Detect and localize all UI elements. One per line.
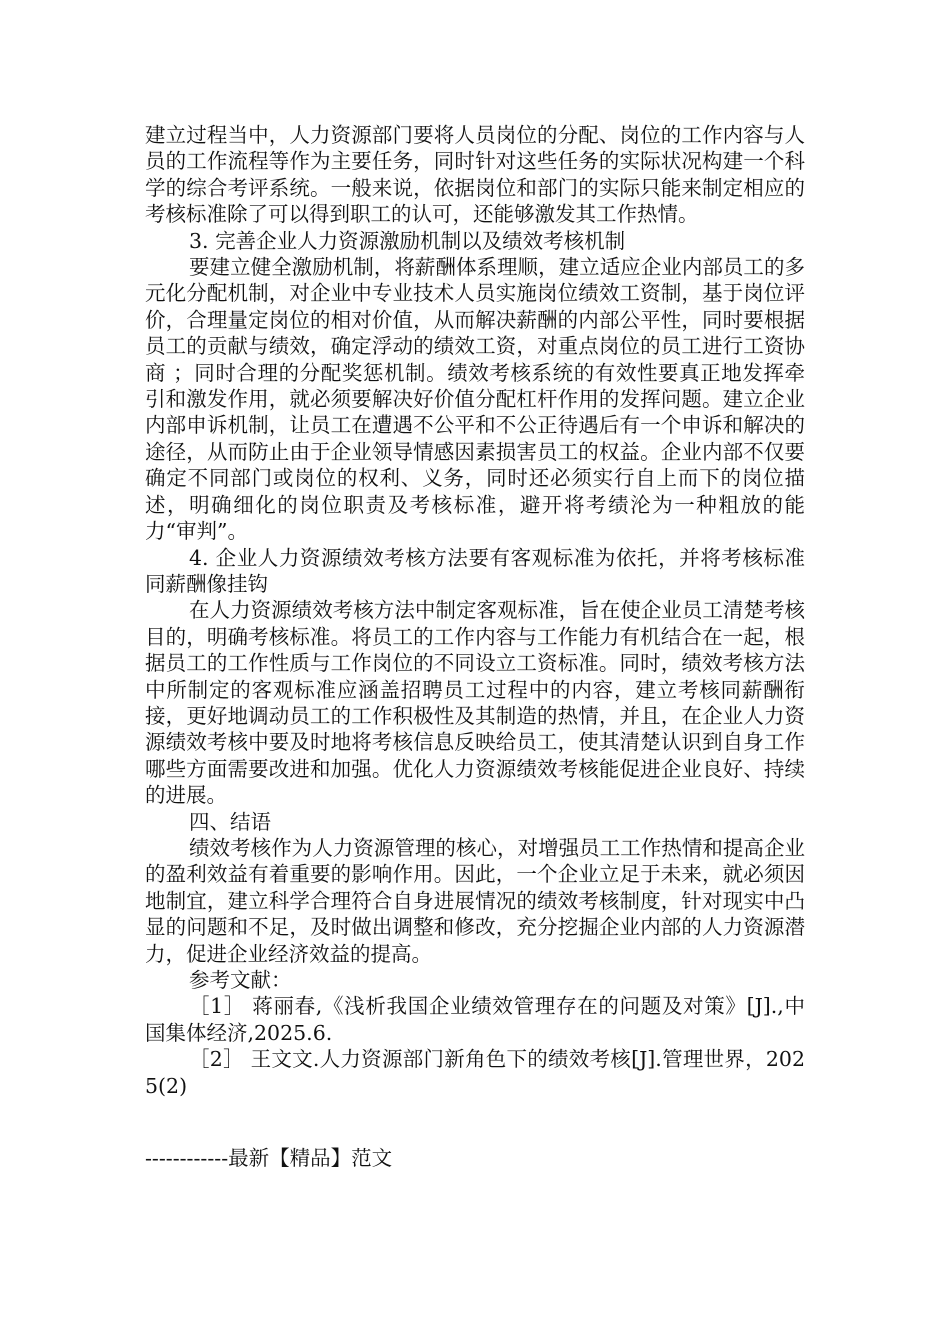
paragraph-conclusion: 绩效考核作为人力资源管理的核心，对增强员工工作热情和提高企业的盈利效益有着重要的影响作用。因此，一个企业立足于未来，就必须因地制宜，建立科学合理符合自身进展情况的绩效考核制度，针对现实中凸显的问题和不足，及时做出调整和修改，充分挖掘企业内部的人力资源潜力，促进企业经济效益的提高。 <box>145 835 805 966</box>
section-heading-conclusion: 四、结语 <box>189 809 271 834</box>
footer-watermark-text: ------------最新【精品】范文 <box>145 1146 393 1170</box>
references-heading: 参考文献： <box>189 968 292 992</box>
reference-item-2: ［2］ 王文文.人力资源部门新角色下的绩效考核[J].管理世界，2025(2) <box>145 1047 805 1098</box>
paragraph-standards: 在人力资源绩效考核方法中制定客观标准，旨在使企业员工清楚考核目的，明确考核标准。将员工的工作内容与工作能力有机结合在一起，根据员工的工作性质与工作岗位的不同设立工资标准。同时，绩效考核方法中所制定的客观标准应涵盖招聘员工过程中的内容，建立考核同薪酬衔接，更好地调动员工的工作积极性及其制造的热情，并且，在企业人力资源绩效考核中要及时地将考核信息反映给员工，使其清楚认识到自身工作哪些方面需要改进和加强。优化人力资源绩效考核能促进企业良好、持续的进展。 <box>145 598 805 808</box>
document-body <box>145 122 805 1099</box>
section-heading-3: 3. 完善企业人力资源激励机制以及绩效考核机制 <box>189 228 626 253</box>
section-heading-4: 4. 企业人力资源绩效考核方法要有客观标准为依托，并将考核标准同薪酬像挂钩 <box>145 545 805 596</box>
reference-item-1: ［1］ 蒋丽春,《浅析我国企业绩效管理存在的问题及对策》[J].,中国集体经济,2025.6. <box>145 994 805 1045</box>
paragraph-intro: 建立过程当中，人力资源部门要将人员岗位的分配、岗位的工作内容与人员的工作流程等作为主要任务，同时针对这些任务的实际状况构建一个科学的综合考评系统。一般来说，依据岗位和部门的实际只能来制定相应的考核标准除了可以得到职工的认可，还能够激发其工作热情。 <box>145 123 805 227</box>
paragraph-incentive: 要建立健全激励机制，将薪酬体系理顺，建立适应企业内部员工的多元化分配机制，对企业中专业技术人员实施岗位绩效工资制，基于岗位评价，合理量定岗位的相对价值，从而解决薪酬的内部公平性，同时要根据员工的贡献与绩效，确定浮动的绩效工资，对重点岗位的员工进行工资协商 ；同时合理的分配奖惩机制。绩效考核系统的有效性要真正地发挥牵引和激发作用，就必须要解决好价值分配杠杆作用的发挥问题。建立企业内部申诉机制，让员工在遭遇不公平和不公正待遇后有一个申诉和解决的途径，从而防止由于企业领导情感因素损害员工的权益。企业内部不仅要确定不同部门或岗位的权利、义务，同时还必须实行自上而下的岗位描述，明确细化的岗位职责及考核标准，避开将考绩沦为一种粗放的能力“审判”。 <box>145 255 805 544</box>
